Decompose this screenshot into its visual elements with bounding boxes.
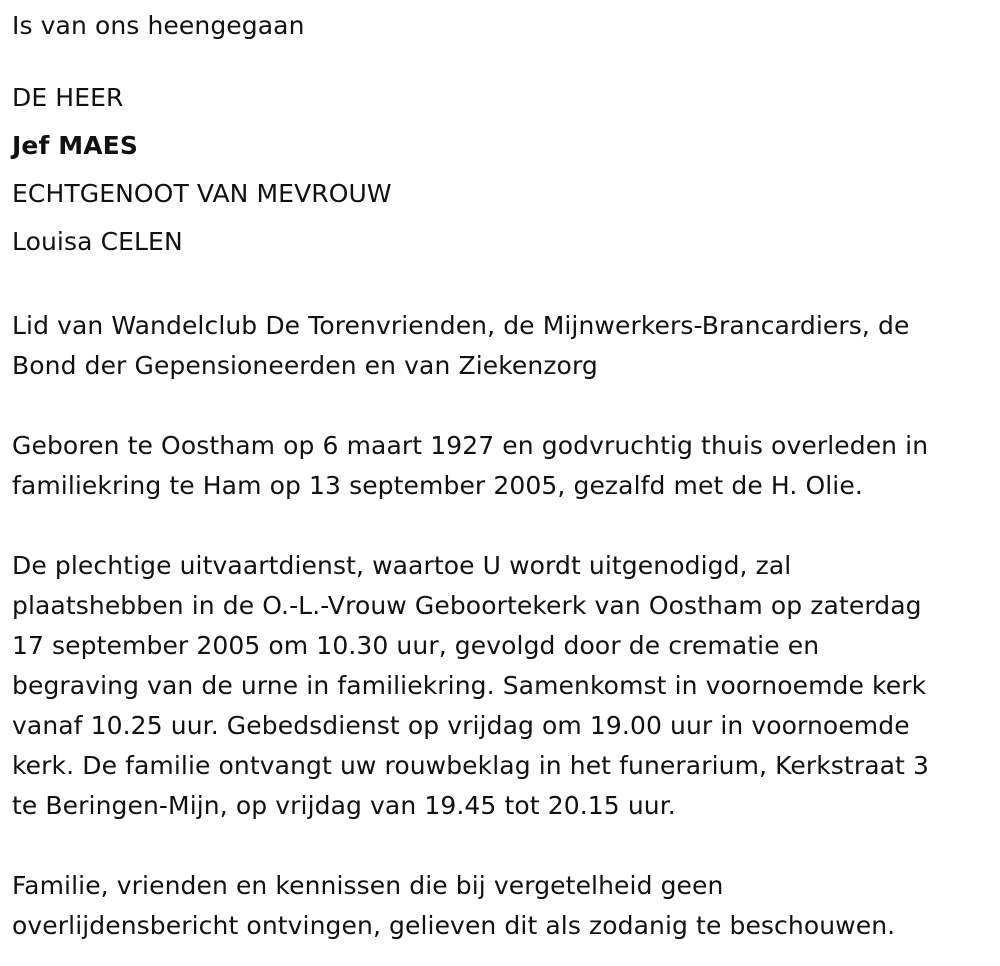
ceremony-line: te Beringen-Mijn, op vrijdag van 19.45 tot 20.15 uur. [12,791,676,820]
ceremony-line: plaatshebben in de O.-L.-Vrouw Geboortekerk van Oostham op zaterdag [12,591,922,620]
birth-death-line: Geboren te Oostham op 6 maart 1927 en godvruchtig thuis overleden in [12,431,929,460]
ceremony-line: kerk. De familie ontvangt uw rouwbeklag in het funerarium, Kerkstraat 3 [12,751,929,780]
honorific: DE HEER [12,83,124,112]
spacer [12,386,988,426]
deceased-name: Jef MAES [12,131,138,160]
membership-line: Lid van Wandelclub De Torenvrienden, de Mijnwerkers-Brancardiers, de [12,311,910,340]
ceremony-line: begraving van de urne in familiekring. Samenkomst in voornoemde kerk [12,671,927,700]
closing-paragraph [12,866,988,946]
spacer [12,826,988,866]
membership-paragraph [12,306,988,386]
intro-text: Is van ons heengegaan [12,11,305,40]
ceremony-paragraph [12,546,988,826]
closing-line: Familie, vrienden en kennissen die bij vergetelheid geen [12,871,724,900]
birth-death-line: familiekring te Ham op 13 september 2005, gezalfd met de H. Olie. [12,471,863,500]
ceremony-line: 17 september 2005 om 10.30 uur, gevolgd door de crematie en [12,631,820,660]
membership-line: Bond der Gepensioneerden en van Ziekenzorg [12,351,598,380]
relation-label: ECHTGENOOT VAN MEVROUW [12,179,392,208]
birth-death-paragraph [12,426,988,506]
spacer [12,506,988,546]
ceremony-line: De plechtige uitvaartdienst, waartoe U wordt uitgenodigd, zal [12,551,792,580]
closing-line: overlijdensbericht ontvingen, gelieven dit als zodanig te beschouwen. [12,911,896,940]
ceremony-line: vanaf 10.25 uur. Gebedsdienst op vrijdag om 19.00 uur in voornoemde [12,711,910,740]
spouse-name: Louisa CELEN [12,227,183,256]
spacer [12,266,988,306]
